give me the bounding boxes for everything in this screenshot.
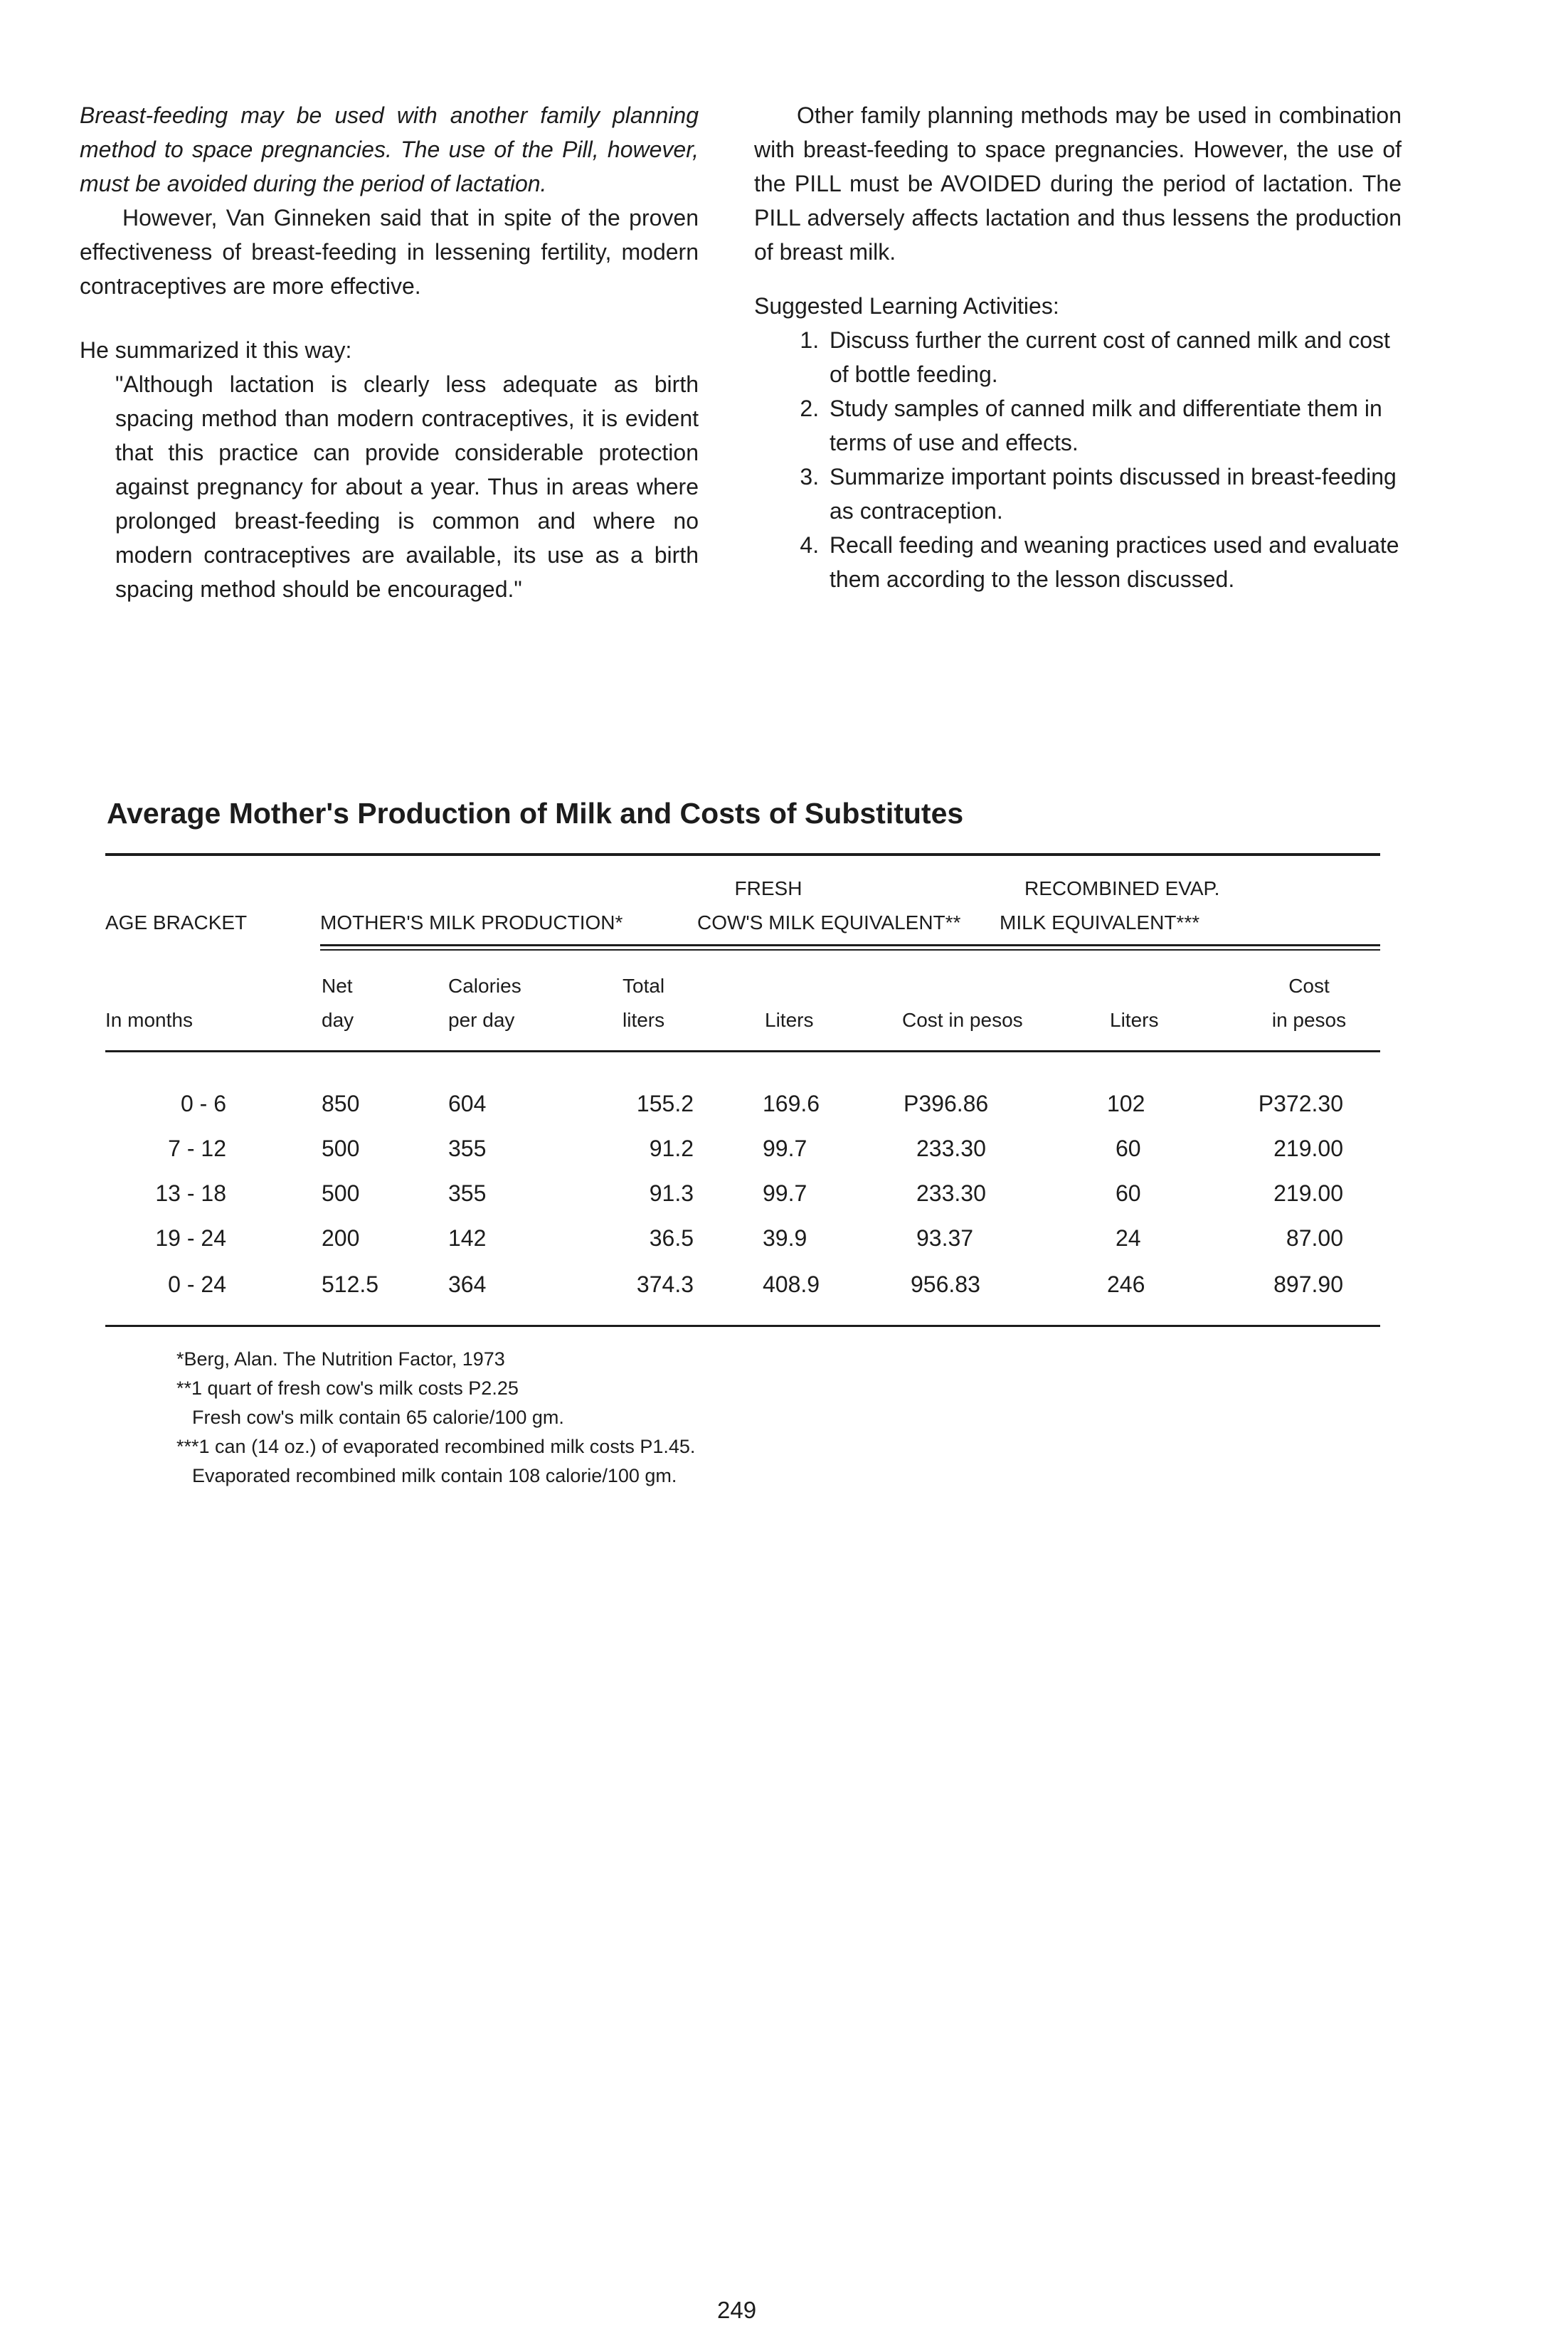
summary-lead: He summarized it this way:	[80, 337, 352, 363]
footnote-3-sub: Evaporated recombined milk contain 108 calorie/100 gm.	[192, 1465, 677, 1486]
table-bottom-rule	[105, 1325, 1380, 1327]
activity-item: 4. Recall feeding and weaning practices used and evaluate them according to the lesson discussed.	[825, 528, 1402, 596]
table-cell-evap-liters: 60	[1116, 1180, 1141, 1206]
footnote-3: ***1 can (14 oz.) of evaporated recombined milk costs P1.45.	[176, 1436, 696, 1457]
mothers-milk-header: MOTHER'S MILK PRODUCTION*	[320, 911, 623, 934]
van-ginneken-paragraph: However, Van Ginneken said that in spite of the proven effectiveness of breast-feeding in lessening fertility, modern contraceptives are more effective.	[80, 205, 699, 299]
page-number: 249	[717, 2297, 757, 2323]
activity-item: 3. Summarize important points discussed in breast-feeding as contraception.	[825, 460, 1402, 528]
table-cell-evap-cost: 87.00	[1286, 1225, 1343, 1251]
table-cell-age: 0 - 6	[180, 1091, 226, 1116]
intro-italic-paragraph: Breast-feeding may be used with another family planning method to space pregnancies. The use of the Pill, however, must be avoided during the period of lactation.	[80, 102, 699, 196]
pill-paragraph: Other family planning methods may be used in combination with breast-feeding to space pregnancies. However, the use of the PILL must be AVOIDED during the period of lactation. The PILL adversely affects lactation and thus lessens the production of breast milk.	[754, 102, 1402, 265]
table-cell-calories: 364	[448, 1271, 487, 1297]
table-cell-calories: 355	[448, 1180, 487, 1206]
fresh-header-top: FRESH	[734, 877, 802, 899]
group-header-rule	[320, 944, 1380, 946]
table-cell-fresh-cost: P396.86	[904, 1091, 989, 1116]
footnotes	[176, 1345, 695, 1491]
group-header-rule-2	[320, 949, 1380, 951]
table-cell-evap-liters: 60	[1116, 1136, 1141, 1161]
table-cell-fresh-liters: 408.9	[763, 1271, 820, 1297]
total-header-liters: liters	[623, 1009, 665, 1031]
footnote-2: **1 quart of fresh cow's milk costs P2.25	[176, 1377, 519, 1399]
table-cell-fresh-cost: 956.83	[911, 1271, 980, 1297]
activity-item: 2. Study samples of canned milk and differentiate them in terms of use and effects.	[825, 391, 1402, 460]
quotation: "Although lactation is clearly less adequate as birth spacing method than modern contraceptives, it is evident that this practice can provide considerable protection against pregnancy for about a year. Thus in areas where prolonged breast-feeding is common and where no modern contraceptives are available, its use as a birth spacing method should be encouraged."	[115, 371, 699, 602]
table-cell-net: 850	[322, 1091, 360, 1116]
table-cell-age: 19 - 24	[155, 1225, 226, 1251]
evap-cost-header: Cost	[1288, 975, 1330, 997]
table-cell-fresh-liters: 39.9	[763, 1225, 807, 1251]
table-cell-fresh-cost: 233.30	[916, 1136, 986, 1161]
fresh-cost-header: Cost in pesos	[902, 1009, 1023, 1031]
net-header-day: day	[322, 1009, 354, 1031]
right-column	[754, 98, 1402, 596]
left-column	[80, 98, 699, 606]
calories-header: Calories	[448, 975, 521, 997]
evap-header-top: RECOMBINED EVAP.	[1024, 877, 1220, 899]
table-cell-fresh-cost: 233.30	[916, 1180, 986, 1206]
table-cell-total: 91.2	[649, 1136, 694, 1161]
table-cell-net: 200	[322, 1225, 360, 1251]
evap-header-bottom: MILK EQUIVALENT***	[1000, 911, 1200, 934]
activities-list	[754, 323, 1402, 596]
table-cell-calories: 142	[448, 1225, 487, 1251]
table-top-rule	[105, 853, 1380, 856]
evap-liters-header: Liters	[1110, 1009, 1159, 1031]
table-cell-fresh-liters: 99.7	[763, 1136, 807, 1161]
footnote-1: *Berg, Alan. The Nutrition Factor, 1973	[176, 1348, 505, 1370]
table-cell-evap-cost: 897.90	[1273, 1271, 1343, 1297]
header-bottom-rule	[105, 1050, 1380, 1052]
table-cell-total: 155.2	[636, 1091, 694, 1116]
table-cell-evap-liters: 24	[1116, 1225, 1141, 1251]
table-cell-age: 13 - 18	[155, 1180, 226, 1206]
total-header: Total	[623, 975, 665, 997]
activity-item: 1. Discuss further the current cost of canned milk and cost of bottle feeding.	[825, 323, 1402, 391]
table-cell-evap-cost: P372.30	[1258, 1091, 1343, 1116]
table-cell-total: 36.5	[649, 1225, 694, 1251]
table-cell-total: 374.3	[636, 1271, 694, 1297]
net-header: Net	[322, 975, 353, 997]
activities-heading: Suggested Learning Activities:	[754, 293, 1059, 319]
table-cell-total: 91.3	[649, 1180, 694, 1206]
age-bracket-header: AGE BRACKET	[105, 911, 248, 934]
table-cell-age: 7 - 12	[168, 1136, 226, 1161]
fresh-liters-header: Liters	[765, 1009, 814, 1031]
fresh-header-bottom: COW'S MILK EQUIVALENT**	[697, 911, 961, 934]
table-cell-evap-liters: 102	[1107, 1091, 1145, 1116]
table-cell-age: 0 - 24	[168, 1271, 226, 1297]
table-cell-calories: 604	[448, 1091, 487, 1116]
footnote-2-sub: Fresh cow's milk contain 65 calorie/100 gm.	[192, 1407, 564, 1428]
table-cell-net: 500	[322, 1180, 360, 1206]
table-title: Average Mother's Production of Milk and Costs of Substitutes	[107, 797, 964, 830]
table-cell-calories: 355	[448, 1136, 487, 1161]
table-cell-fresh-liters: 99.7	[763, 1180, 807, 1206]
calories-header-day: per day	[448, 1009, 515, 1031]
table-cell-net: 512.5	[322, 1271, 379, 1297]
months-header: In months	[105, 1009, 193, 1031]
table-cell-net: 500	[322, 1136, 360, 1161]
table-cell-evap-cost: 219.00	[1273, 1180, 1343, 1206]
table-cell-fresh-cost: 93.37	[916, 1225, 974, 1251]
table-cell-evap-liters: 246	[1107, 1271, 1145, 1297]
table-cell-evap-cost: 219.00	[1273, 1136, 1343, 1161]
table-cell-fresh-liters: 169.6	[763, 1091, 820, 1116]
evap-cost-header-pesos: in pesos	[1271, 1009, 1347, 1031]
